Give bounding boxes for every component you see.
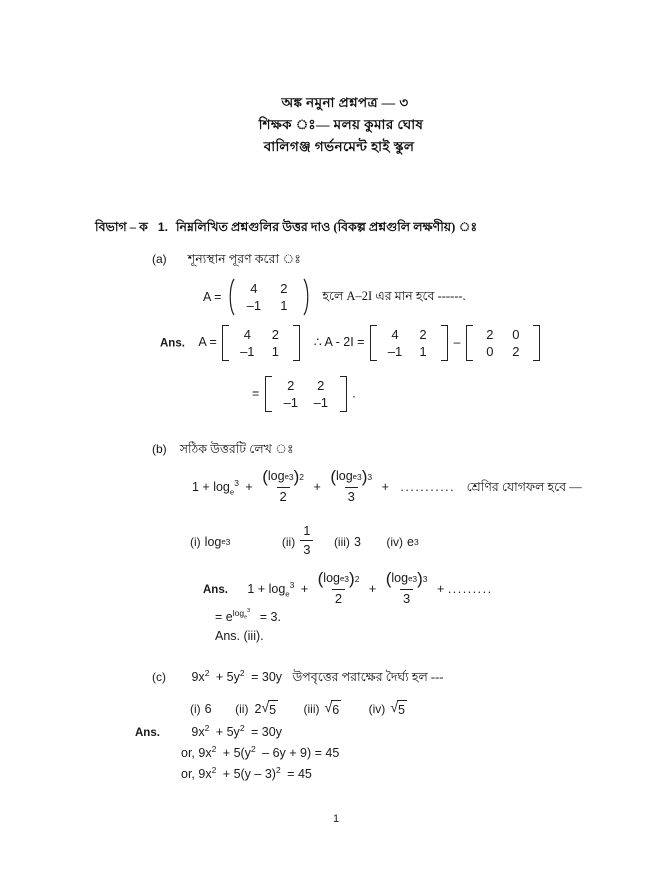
option-b-3-number: (iii) — [333, 535, 350, 549]
right-bracket-icon — [533, 325, 540, 361]
series-term2-denom: 2 — [277, 487, 290, 505]
answer-c-line1-b: + 5y — [215, 725, 240, 739]
left-paren-icon: ( — [317, 568, 324, 588]
question-b-answer-choice: Ans. (iii). — [215, 629, 264, 643]
answer-a-operator: ∴ A - 2I = — [313, 335, 365, 350]
answer-a-minus: – — [453, 335, 461, 350]
left-bracket-icon — [265, 376, 272, 412]
option-b-3[interactable] — [320, 534, 361, 550]
section-label: বিভাগ – ক — [95, 220, 148, 234]
option-c-2[interactable] — [215, 700, 278, 718]
question-a-prompt: শূন্যস্থান পূরণ করো ঃ — [187, 252, 301, 266]
option-b-2-fraction: $\frac{1}{3}$ — [300, 524, 313, 558]
option-b-3-text: 3 — [353, 535, 361, 549]
option-c-2-radical — [261, 700, 278, 718]
right-paren-icon: ) — [361, 466, 368, 486]
question-c-options — [190, 700, 407, 718]
answer-a-matrix-1 — [222, 325, 300, 361]
question-b-answer-line1: Ans. $1 + \log_e^3$ + ( log e 3 ) 2 2 + ( log e 3 ) 3 3 + ......... — [203, 568, 493, 606]
right-bracket-icon — [340, 376, 347, 412]
matrix-cell: –1 — [246, 298, 262, 313]
option-b-4-number: (iv) — [386, 535, 404, 549]
answer-b-term3: ( log e 3 ) 3 3 — [385, 568, 428, 606]
matrix-cell: 4 — [391, 327, 399, 342]
option-c-2-radicand: 5 — [268, 700, 278, 718]
answer-c-line3-b: + 5(y – 3) — [222, 767, 276, 781]
question-b-series: $1 + \log_e^3$ + ( log e 3 ) 2 2 + ( log e 3 ) 3 3 + ........... শ্রেণির যোগফল হবে — — [192, 466, 582, 504]
radical-icon: √ — [324, 699, 333, 715]
question-a-matrix-round — [227, 278, 311, 316]
matrix-cell: 4 — [243, 327, 251, 342]
series-log-sub: e — [229, 487, 235, 497]
matrix-cell: –1 — [313, 395, 329, 410]
matrix-cell: 1 — [271, 344, 279, 359]
answer-c-line1-sup1: 2 — [204, 722, 210, 733]
answer-label: Ans. — [135, 727, 160, 739]
series-log-sup: 3 — [234, 477, 239, 488]
question-c-answer-line3 — [181, 766, 312, 782]
option-c-2-number: (ii) — [235, 702, 249, 716]
answer-a-matrix-2 — [370, 325, 448, 361]
option-c-3-number: (iii) — [303, 702, 320, 716]
left-paren-icon — [227, 278, 235, 316]
question-c-answer-line2 — [181, 745, 339, 761]
question-b-options — [190, 525, 419, 559]
option-c-3-radicand: 6 — [331, 700, 341, 718]
answer-b-exp-sup: 3 — [247, 608, 251, 615]
radical-icon: √ — [390, 699, 398, 715]
right-paren-icon: ) — [349, 568, 355, 588]
left-bracket-icon — [370, 325, 377, 361]
series-term2: ( log e 3 ) 2 2 — [262, 466, 305, 504]
option-c-2-coeff: 2 — [254, 702, 262, 716]
right-bracket-icon — [293, 325, 300, 361]
answer-label: Ans. — [160, 337, 185, 350]
question-c-lhs-a: 9x — [191, 670, 205, 684]
right-bracket-icon — [441, 325, 448, 361]
matrix-cell: 2 — [512, 344, 520, 359]
answer-c-line2-c: – 6y + 9) = 45 — [262, 746, 340, 760]
question-c-answer-label-row — [135, 724, 282, 741]
series-tail: শ্রেণির যোগফল হবে — — [466, 480, 582, 495]
matrix-cell: 2 — [287, 378, 295, 393]
right-paren-icon — [303, 278, 311, 316]
question-a-tail: হলে A–2I এর মান হবে ------. — [322, 289, 466, 304]
option-c-4[interactable] — [345, 700, 407, 718]
answer-c-line3-a: or, 9x — [181, 767, 212, 781]
question-number: 1. — [157, 220, 168, 234]
matrix-cell: –1 — [240, 344, 255, 359]
option-c-1-number: (i) — [190, 702, 201, 716]
answer-label: Ans. — [203, 584, 228, 597]
option-c-4-number: (iv) — [368, 702, 386, 716]
right-paren-icon: ) — [417, 568, 423, 588]
question-b-answer-line2 — [215, 609, 281, 625]
option-b-1-number: (i) — [190, 535, 201, 549]
matrix-cell: 1 — [419, 344, 427, 359]
question-a-statement — [203, 278, 466, 316]
answer-c-line2-sup1: 2 — [211, 743, 217, 754]
section-instruction: নিম্নলিখিত প্রশ্নগুলির উত্তর দাও (বিকল্প প্রশ্নগুলি লক্ষণীয়) ঃ — [175, 220, 478, 234]
matrix-cell: 4 — [250, 281, 258, 296]
question-c-eq: = 30y — [251, 670, 283, 684]
answer-a-equals: = — [252, 386, 260, 401]
option-c-3[interactable] — [282, 700, 342, 718]
question-c-sup1: 2 — [204, 667, 210, 678]
left-bracket-icon — [466, 325, 473, 361]
question-a-answer-line2 — [252, 376, 356, 412]
section-heading — [95, 219, 477, 239]
question-b-prompt: সঠিক উত্তরটি লেখ ঃ — [179, 442, 294, 456]
series-term3: ( log e 3 ) 3 3 — [330, 466, 373, 504]
series-first-term: 1 + log — [192, 480, 230, 495]
answer-b-series-first: 1 + log — [247, 582, 286, 597]
answer-b-result-prefix: = e — [215, 610, 233, 624]
answer-c-line1-a: 9x — [191, 725, 205, 739]
question-a-prompt-row — [152, 251, 301, 267]
option-b-2-number: (ii) — [281, 535, 296, 549]
document-header — [0, 92, 672, 158]
right-paren-icon: ) — [293, 466, 300, 486]
left-paren-icon: ( — [262, 466, 268, 486]
option-b-4-text: e — [407, 535, 414, 549]
answer-c-line1-c: = 30y — [251, 725, 282, 739]
option-b-2[interactable] — [234, 525, 317, 559]
answer-a-result-matrix — [265, 376, 347, 412]
answer-b-ellipsis: ......... — [447, 582, 493, 597]
header-school-line: বালিগঞ্জ গর্ভনমেন্ট হাই স্কুল — [263, 139, 415, 154]
radical-icon: √ — [261, 699, 270, 715]
option-b-1[interactable]: (i) log e 3 — [190, 535, 231, 549]
answer-c-line3-sup2: 2 — [275, 764, 281, 775]
question-b-prompt-row — [152, 441, 294, 457]
answer-b-result-eq: = 3 — [259, 610, 278, 624]
matrix-cell: 0 — [486, 344, 494, 359]
matrix-cell: 2 — [317, 378, 325, 393]
left-paren-icon: ( — [330, 466, 336, 486]
answer-b-exp-sub: e — [244, 614, 248, 621]
question-b-marker: (b) — [152, 442, 167, 456]
matrix-cell: –1 — [283, 395, 299, 410]
option-c-3-radical — [320, 700, 342, 718]
question-a-lhs: A = — [203, 290, 222, 304]
answer-c-line2-a: or, 9x — [181, 746, 212, 760]
answer-a-matrix-3 — [466, 325, 540, 361]
answer-a-period: . — [352, 386, 356, 401]
question-c-sup2: 2 — [239, 667, 245, 678]
option-c-4-radicand: 5 — [397, 700, 407, 718]
answer-b-term2: ( log e 3 ) 2 2 — [317, 568, 360, 606]
answer-c-line3-c: = 45 — [287, 767, 312, 781]
question-c-lhs-b: + 5y — [215, 670, 240, 684]
answer-b-result-period: . — [277, 610, 281, 624]
page-number: 1 — [332, 813, 340, 825]
question-c-marker: (c) — [152, 670, 166, 684]
matrix-cell: 2 — [271, 327, 279, 342]
option-b-4[interactable]: (iv) e 3 — [386, 535, 419, 549]
matrix-cell: –1 — [387, 344, 403, 359]
answer-c-line2-sup2: 2 — [250, 743, 256, 754]
matrix-cell: 2 — [419, 327, 427, 342]
question-c-bangla: উপবৃত্তের পরাক্ষের দৈর্ঘ্য হল --- — [292, 670, 444, 684]
matrix-cell: 2 — [486, 327, 494, 342]
matrix-cell: 2 — [280, 281, 288, 296]
answer-a-lhs: A = — [198, 335, 217, 350]
question-a-answer-line1 — [160, 325, 542, 361]
answer-c-line3-sup1: 2 — [211, 764, 217, 775]
answer-c-line2-b: + 5(y — [222, 746, 251, 760]
question-c-statement — [152, 669, 443, 685]
question-a-marker: (a) — [152, 252, 167, 266]
matrix-cell: 0 — [512, 327, 520, 342]
option-c-1[interactable] — [190, 701, 212, 717]
answer-c-line1-sup2: 2 — [239, 722, 245, 733]
option-c-4-radical — [385, 700, 407, 718]
header-teacher-line: শিক্ষক ঃ— মলয় কুমার ঘোষ — [258, 117, 424, 132]
option-b-1-text: log — [204, 535, 222, 549]
series-term3-denom: 3 — [345, 487, 358, 505]
matrix-cell: 1 — [280, 298, 288, 313]
left-paren-icon: ( — [385, 568, 392, 588]
left-bracket-icon — [222, 325, 229, 361]
series-ellipsis: ........... — [400, 480, 456, 495]
header-title-line: অঙ্ক নমুনা প্রশ্নপত্র — ৩ — [281, 95, 409, 110]
answer-b-exp: log — [232, 607, 245, 618]
option-c-1-text: 6 — [204, 702, 212, 716]
